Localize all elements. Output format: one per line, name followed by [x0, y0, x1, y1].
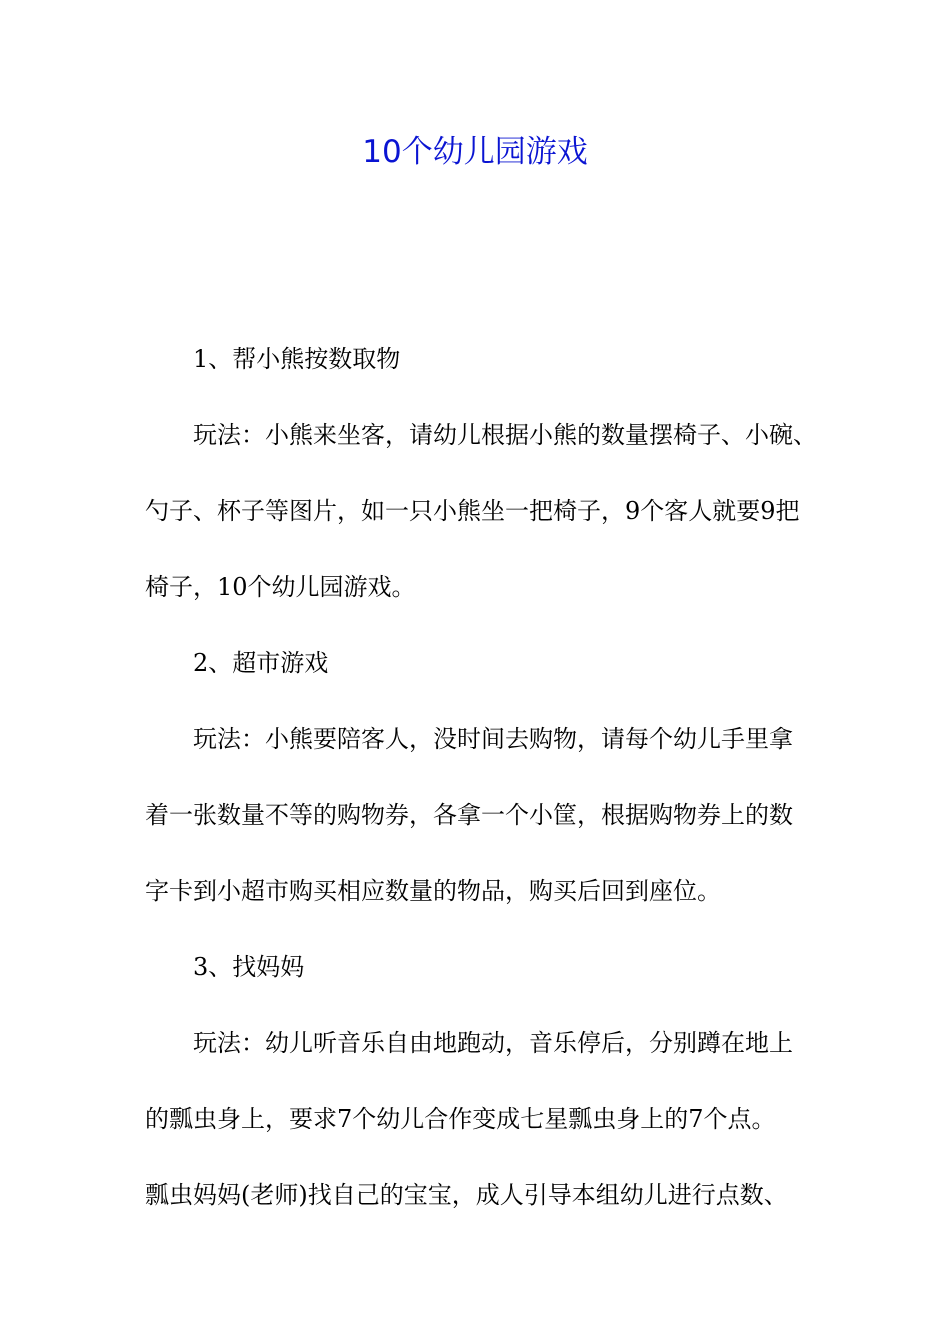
paragraph-line: 的瓢虫身上，要求7个幼儿合作变成七星瓢虫身上的7个点。	[145, 1105, 776, 1133]
section-heading: 1、帮小熊按数取物	[193, 345, 401, 373]
paragraph-line: 勺子、杯子等图片，如一只小熊坐一把椅子，9个客人就要9把	[145, 497, 800, 525]
section-heading: 2、超市游戏	[193, 649, 329, 677]
section-heading: 3、找妈妈	[193, 953, 305, 981]
paragraph-line: 椅子，10个幼儿园游戏。	[145, 573, 416, 601]
document-body	[145, 339, 815, 1216]
paragraph-line: 玩法：小熊来坐客，请幼儿根据小熊的数量摆椅子、小碗、	[193, 421, 817, 449]
paragraph-line: 着一张数量不等的购物券，各拿一个小筐，根据购物券上的数	[145, 801, 793, 829]
section-2	[145, 643, 815, 912]
section-3	[145, 947, 815, 1216]
paragraph-line: 字卡到小超市购买相应数量的物品，购买后回到座位。	[145, 877, 721, 905]
section-1	[145, 339, 815, 608]
paragraph-line: 玩法：幼儿听音乐自由地跑动，音乐停后，分别蹲在地上	[193, 1029, 793, 1057]
paragraph-line: 玩法：小熊要陪客人，没时间去购物，请每个幼儿手里拿	[193, 725, 793, 753]
document-title: 10个幼儿园游戏	[362, 134, 588, 170]
paragraph-line: 瓢虫妈妈(老师)找自己的宝宝，成人引导本组幼儿进行点数、	[145, 1181, 788, 1209]
